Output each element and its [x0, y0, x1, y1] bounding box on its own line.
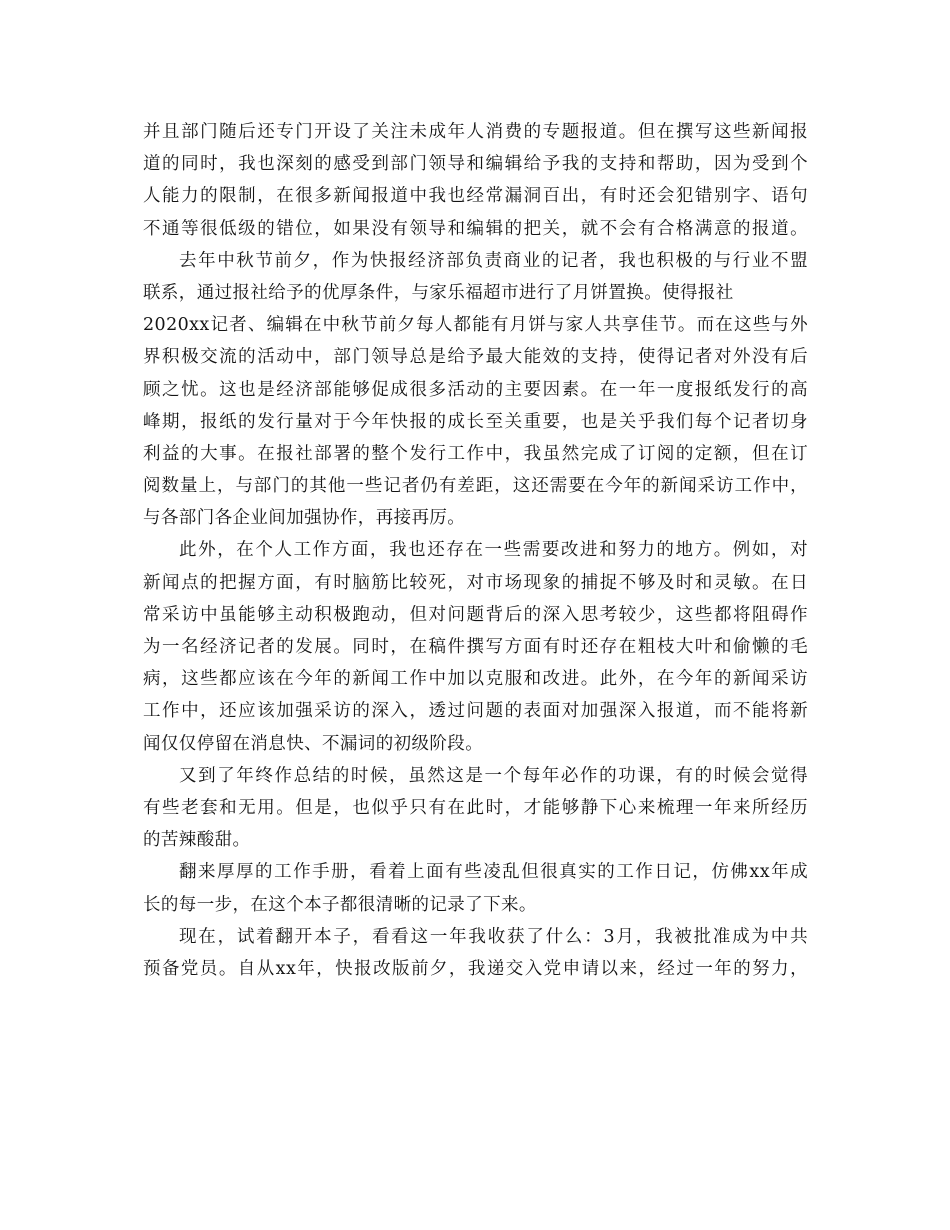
text-line: 2020xx记者、编辑在中秋节前夕每人都能有月饼与家人共享佳节。而在这些与外 — [143, 315, 808, 336]
text-line: 病，这些都应该在今年的新闻工作中加以克服和改进。此外，在今年的新闻采访 — [143, 669, 808, 690]
text-line: 不通等很低级的错位，如果没有领导和编辑的把关，就不会有合格满意的报道。 — [143, 218, 808, 239]
text-line: 新闻点的把握方面，有时脑筋比较死，对市场现象的捕捉不够及时和灵敏。在日 — [143, 572, 808, 593]
text-line: 又到了年终作总结的时候，虽然这是一个每年必作的功课，有的时候会觉得 — [179, 765, 808, 786]
text-line: 利益的大事。在报社部署的整个发行工作中，我虽然完成了订阅的定额，但在订 — [143, 443, 808, 464]
text-line: 联系，通过报社给予的优厚条件，与家乐福超市进行了月饼置换。使得报社 — [143, 282, 734, 303]
text-line: 峰期，报纸的发行量对于今年快报的成长至关重要，也是关乎我们每个记者切身 — [143, 411, 808, 432]
text-line: 与各部门各企业间加强协作，再接再厉。 — [143, 508, 466, 529]
text-line: 预备党员。自从xx年，快报改版前夕，我递交入党申请以来，经过一年的努力， — [143, 958, 808, 979]
text-line: 此外，在个人工作方面，我也还存在一些需要改进和努力的地方。例如，对 — [179, 540, 808, 561]
text-line: 界积极交流的活动中，部门领导总是给予最大能效的支持，使得记者对外没有后 — [143, 347, 808, 368]
text-line: 人能力的限制，在很多新闻报道中我也经常漏洞百出，有时还会犯错别字、语句 — [143, 186, 808, 207]
text-line: 翻来厚厚的工作手册，看着上面有些凌乱但很真实的工作日记，仿佛xx年成 — [179, 862, 808, 883]
text-line: 阅数量上，与部门的其他一些记者仍有差距，这还需要在今年的新闻采访工作中， — [143, 476, 808, 497]
text-line: 工作中，还应该加强采访的深入，透过问题的表面对加强深入报道，而不能将新 — [143, 701, 808, 722]
document-body — [143, 116, 808, 985]
text-line: 顾之忧。这也是经济部能够促成很多活动的主要因素。在一年一度报纸发行的高 — [143, 379, 808, 400]
text-line: 常采访中虽能够主动积极跑动，但对问题背后的深入思考较少，这些都将阻碍作 — [143, 604, 808, 625]
text-line: 有些老套和无用。但是，也似乎只有在此时，才能够静下心来梳理一年来所经历 — [143, 797, 808, 818]
text-line: 的苦辣酸甜。 — [143, 830, 251, 851]
text-line: 并且部门随后还专门开设了关注未成年人消费的专题报道。但在撰写这些新闻报 — [143, 122, 808, 142]
text-line: 去年中秋节前夕，作为快报经济部负责商业的记者，我也积极的与行业不盟 — [179, 250, 808, 271]
text-line: 长的每一步，在这个本子都很清晰的记录了下来。 — [143, 894, 537, 915]
text-line: 现在，试着翻开本子，看看这一年我收获了什么：3月，我被批准成为中共 — [179, 926, 808, 947]
text-line: 闻仅仅停留在消息快、不漏词的初级阶段。 — [143, 733, 484, 754]
text-line: 道的同时，我也深刻的感受到部门领导和编辑给予我的支持和帮助，因为受到个 — [143, 154, 808, 175]
text-line: 为一名经济记者的发展。同时，在稿件撰写方面有时还存在粗枝大叶和偷懒的毛 — [143, 637, 808, 657]
